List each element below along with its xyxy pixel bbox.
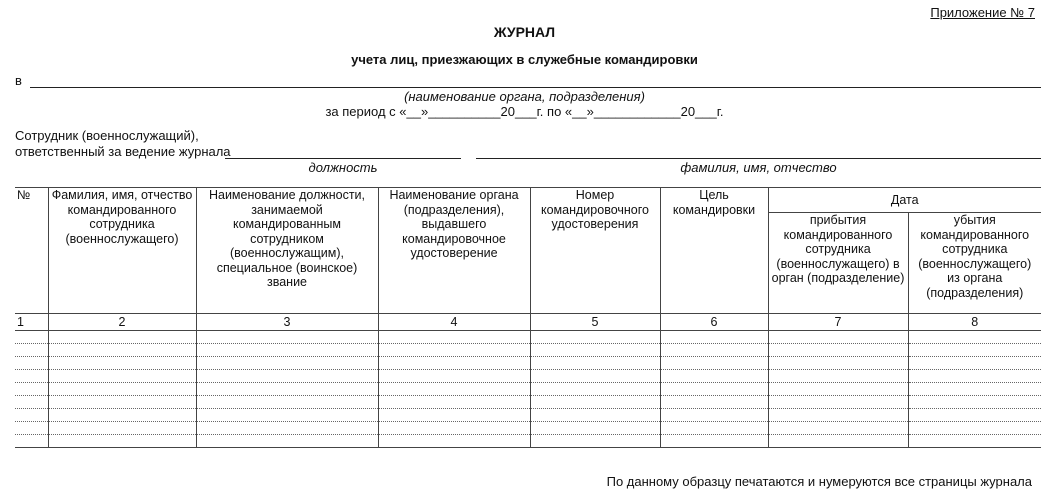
header-certificate: Номер командировочного удостоверения [530, 188, 660, 314]
header-date: Дата [768, 188, 1041, 213]
appendix-label: Приложение № 7 [930, 5, 1035, 20]
table-row[interactable] [15, 383, 1041, 396]
table-row[interactable] [15, 409, 1041, 422]
column-number: 7 [768, 314, 908, 331]
column-number: 3 [196, 314, 378, 331]
position-input-line[interactable] [225, 158, 461, 159]
table-row[interactable] [15, 344, 1041, 357]
column-number: 2 [48, 314, 196, 331]
header-arrival: прибытия командированного сотрудника (военнослужащего) в орган (подразделение) [768, 213, 908, 314]
footer-note: По данному образцу печатаются и нумеруются все страницы журнала [606, 474, 1032, 489]
organization-caption: (наименование органа, подразделения) [404, 89, 645, 104]
table-row[interactable] [15, 422, 1041, 435]
employee-label-line1: Сотрудник (военнослужащий), [15, 128, 199, 143]
journal-table [15, 187, 1041, 448]
column-number: 8 [908, 314, 1041, 331]
header-position: Наименование должности, занимаемой командированным сотрудником (военнослужащим), специальное (воинское) звание [196, 188, 378, 314]
table-row[interactable] [15, 396, 1041, 409]
header-no: № [15, 188, 48, 314]
table-row[interactable] [15, 357, 1041, 370]
fullname-caption: фамилия, имя, отчество [680, 160, 837, 175]
in-label: в [15, 73, 22, 88]
column-number: 5 [530, 314, 660, 331]
header-issuer: Наименование органа (подразделения), выдавшего командировочное удостоверение [378, 188, 530, 314]
organization-input-line[interactable] [30, 87, 1041, 88]
fullname-input-line[interactable] [476, 158, 1041, 159]
employee-label-line2: ответственный за ведение журнала [15, 144, 231, 159]
period-line: за период с «__»__________20___г. по «__»____________20___г. [325, 104, 724, 119]
journal-subtitle: учета лиц, приезжающих в служебные командировки [351, 52, 698, 67]
header-purpose: Цель командировки [660, 188, 768, 314]
column-number: 4 [378, 314, 530, 331]
header-departure: убытия командированного сотрудника (военнослужащего) из органа (подразделения) [908, 213, 1041, 314]
column-number: 1 [15, 314, 48, 331]
header-fullname: Фамилия, имя, отчество командированного сотрудника (военнослужащего) [48, 188, 196, 314]
table-row[interactable] [15, 435, 1041, 448]
position-caption: должность [308, 160, 378, 175]
column-number: 6 [660, 314, 768, 331]
table-row[interactable] [15, 331, 1041, 344]
table-row[interactable] [15, 370, 1041, 383]
journal-title: ЖУРНАЛ [493, 24, 556, 40]
